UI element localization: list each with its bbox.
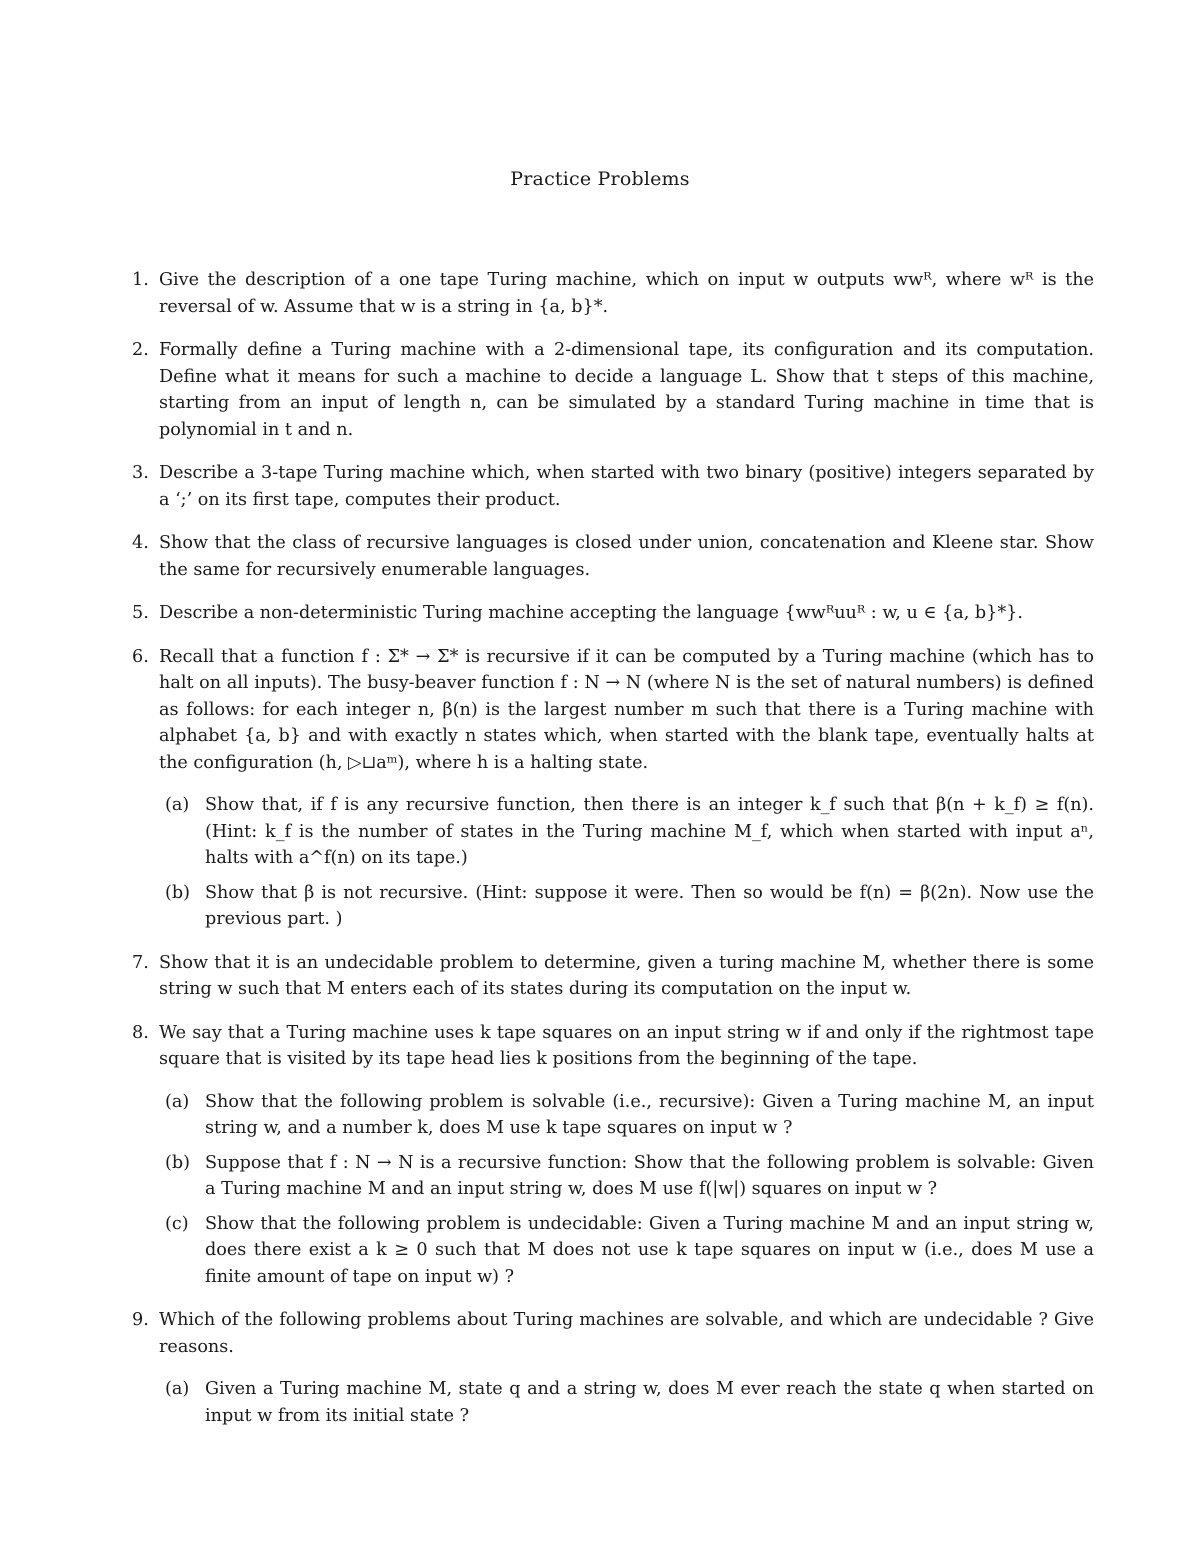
problem-item <box>132 950 1094 1003</box>
problem-number: 3. <box>132 463 149 483</box>
problem-number: 5. <box>132 603 149 623</box>
problem-item <box>132 1307 1094 1429</box>
problem-text: Recall that a function f : Σ* → Σ* is recursive if it can be computed by a Turing machine (which has to halt on all inputs). The busy-beaver function f : N → N (where N is the set of natural numbers) is defined as follows: for each integer n, β(n) is the largest number m such that there is a Turing machine with alphabet {a, b} and with exactly n states which, when started with the blank tape, eventually halts at the configuration (h, ▷⊔aᵐ), where h is a halting state. <box>159 646 1094 773</box>
problem-number: 7. <box>132 952 149 973</box>
problem-item <box>132 600 1094 627</box>
subproblem-label: (a) <box>165 1379 190 1399</box>
subproblem-text: Show that the following problem is solvable (i.e., recursive): Given a Turing machine M, an input string w, and a number k, does M use k tape squares on input w ? <box>205 1091 1094 1138</box>
subproblem-text: Show that, if f is any recursive function, then there is an integer k_f such that β(n + k_f) ≥ f(n). (Hint: k_f is the number of states in the Turing machine M_f, which when started with input aⁿ, halts with a^f(n) on its tape.) <box>205 795 1094 868</box>
subproblem-label: (c) <box>165 1213 189 1234</box>
subproblem-item <box>159 1089 1094 1142</box>
problem-item <box>132 530 1094 583</box>
subproblem-text: Suppose that f : N → N is a recursive function: Show that the following problem is solvable: Given a Turing machine M and an input string w, does M use f(|w|) squares on input w ? <box>205 1152 1094 1199</box>
problem-number: 1. <box>132 270 149 290</box>
problem-list <box>132 267 1094 1446</box>
subproblem-item <box>159 1150 1094 1203</box>
problem-number: 6. <box>132 646 149 667</box>
problem-number: 9. <box>132 1310 149 1330</box>
problem-text: We say that a Turing machine uses k tape squares on an input string w if and only if the rightmost tape square that is visited by its tape head lies k positions from the beginning of the tape. <box>159 1022 1094 1069</box>
problem-item <box>132 337 1094 443</box>
subproblem-label: (a) <box>165 795 190 815</box>
subproblem-item <box>159 792 1094 872</box>
problem-item <box>132 460 1094 513</box>
problem-text: Give the description of a one tape Turing machine, which on input w outputs wwᴿ, where wᴿ is the reversal of w. Assume that w is a string in {a, b}*. <box>159 270 1094 317</box>
subproblem-text: Show that β is not recursive. (Hint: suppose it were. Then so would be f(n) = β(2n). Now use the previous part. ) <box>205 882 1094 929</box>
subproblem-list <box>159 792 1094 933</box>
page-title: Practice Problems <box>510 168 690 190</box>
subproblem-label: (a) <box>165 1091 190 1112</box>
subproblem-item <box>159 880 1094 933</box>
problem-item <box>132 644 1094 933</box>
subproblem-label: (b) <box>165 1152 190 1173</box>
problem-text: Describe a 3-tape Turing machine which, when started with two binary (positive) integers separated by a ‘;’ on its first tape, computes their product. <box>159 463 1094 510</box>
problem-text: Formally define a Turing machine with a 2-dimensional tape, its configuration and its computation. Define what it means for such a machine to decide a language L. Show that t steps of this machine, starting from an input of length n, can be simulated by a standard Turing machine in time that is polynomial in t and n. <box>159 340 1094 440</box>
subproblem-text: Show that the following problem is undecidable: Given a Turing machine M and an input string w, does there exist a k ≥ 0 such that M does not use k tape squares on input w (i.e., does M use a finite amount of tape on input w) ? <box>205 1213 1094 1287</box>
problem-number: 4. <box>132 533 149 553</box>
subproblem-list <box>159 1376 1094 1429</box>
subproblem-list <box>159 1089 1094 1291</box>
subproblem-text: Given a Turing machine M, state q and a string w, does M ever reach the state q when started on input w from its initial state ? <box>205 1379 1094 1426</box>
problem-text: Which of the following problems about Turing machines are solvable, and which are undecidable ? Give reasons. <box>159 1310 1094 1357</box>
problem-number: 2. <box>132 340 149 360</box>
problem-item <box>132 1020 1094 1291</box>
subproblem-label: (b) <box>165 882 190 903</box>
problem-text: Describe a non-deterministic Turing machine accepting the language {wwᴿuuᴿ : w, u ∈ {a, b}*}. <box>159 603 1023 623</box>
problem-text: Show that it is an undecidable problem to determine, given a turing machine M, whether there is some string w such that M enters each of its states during its computation on the input w. <box>159 952 1094 999</box>
problem-text: Show that the class of recursive languages is closed under union, concatenation and Kleene star. Show the same for recursively enumerable languages. <box>159 533 1094 580</box>
problem-number: 8. <box>132 1022 149 1043</box>
problem-item <box>132 267 1094 320</box>
subproblem-item <box>159 1211 1094 1291</box>
subproblem-item <box>159 1376 1094 1429</box>
